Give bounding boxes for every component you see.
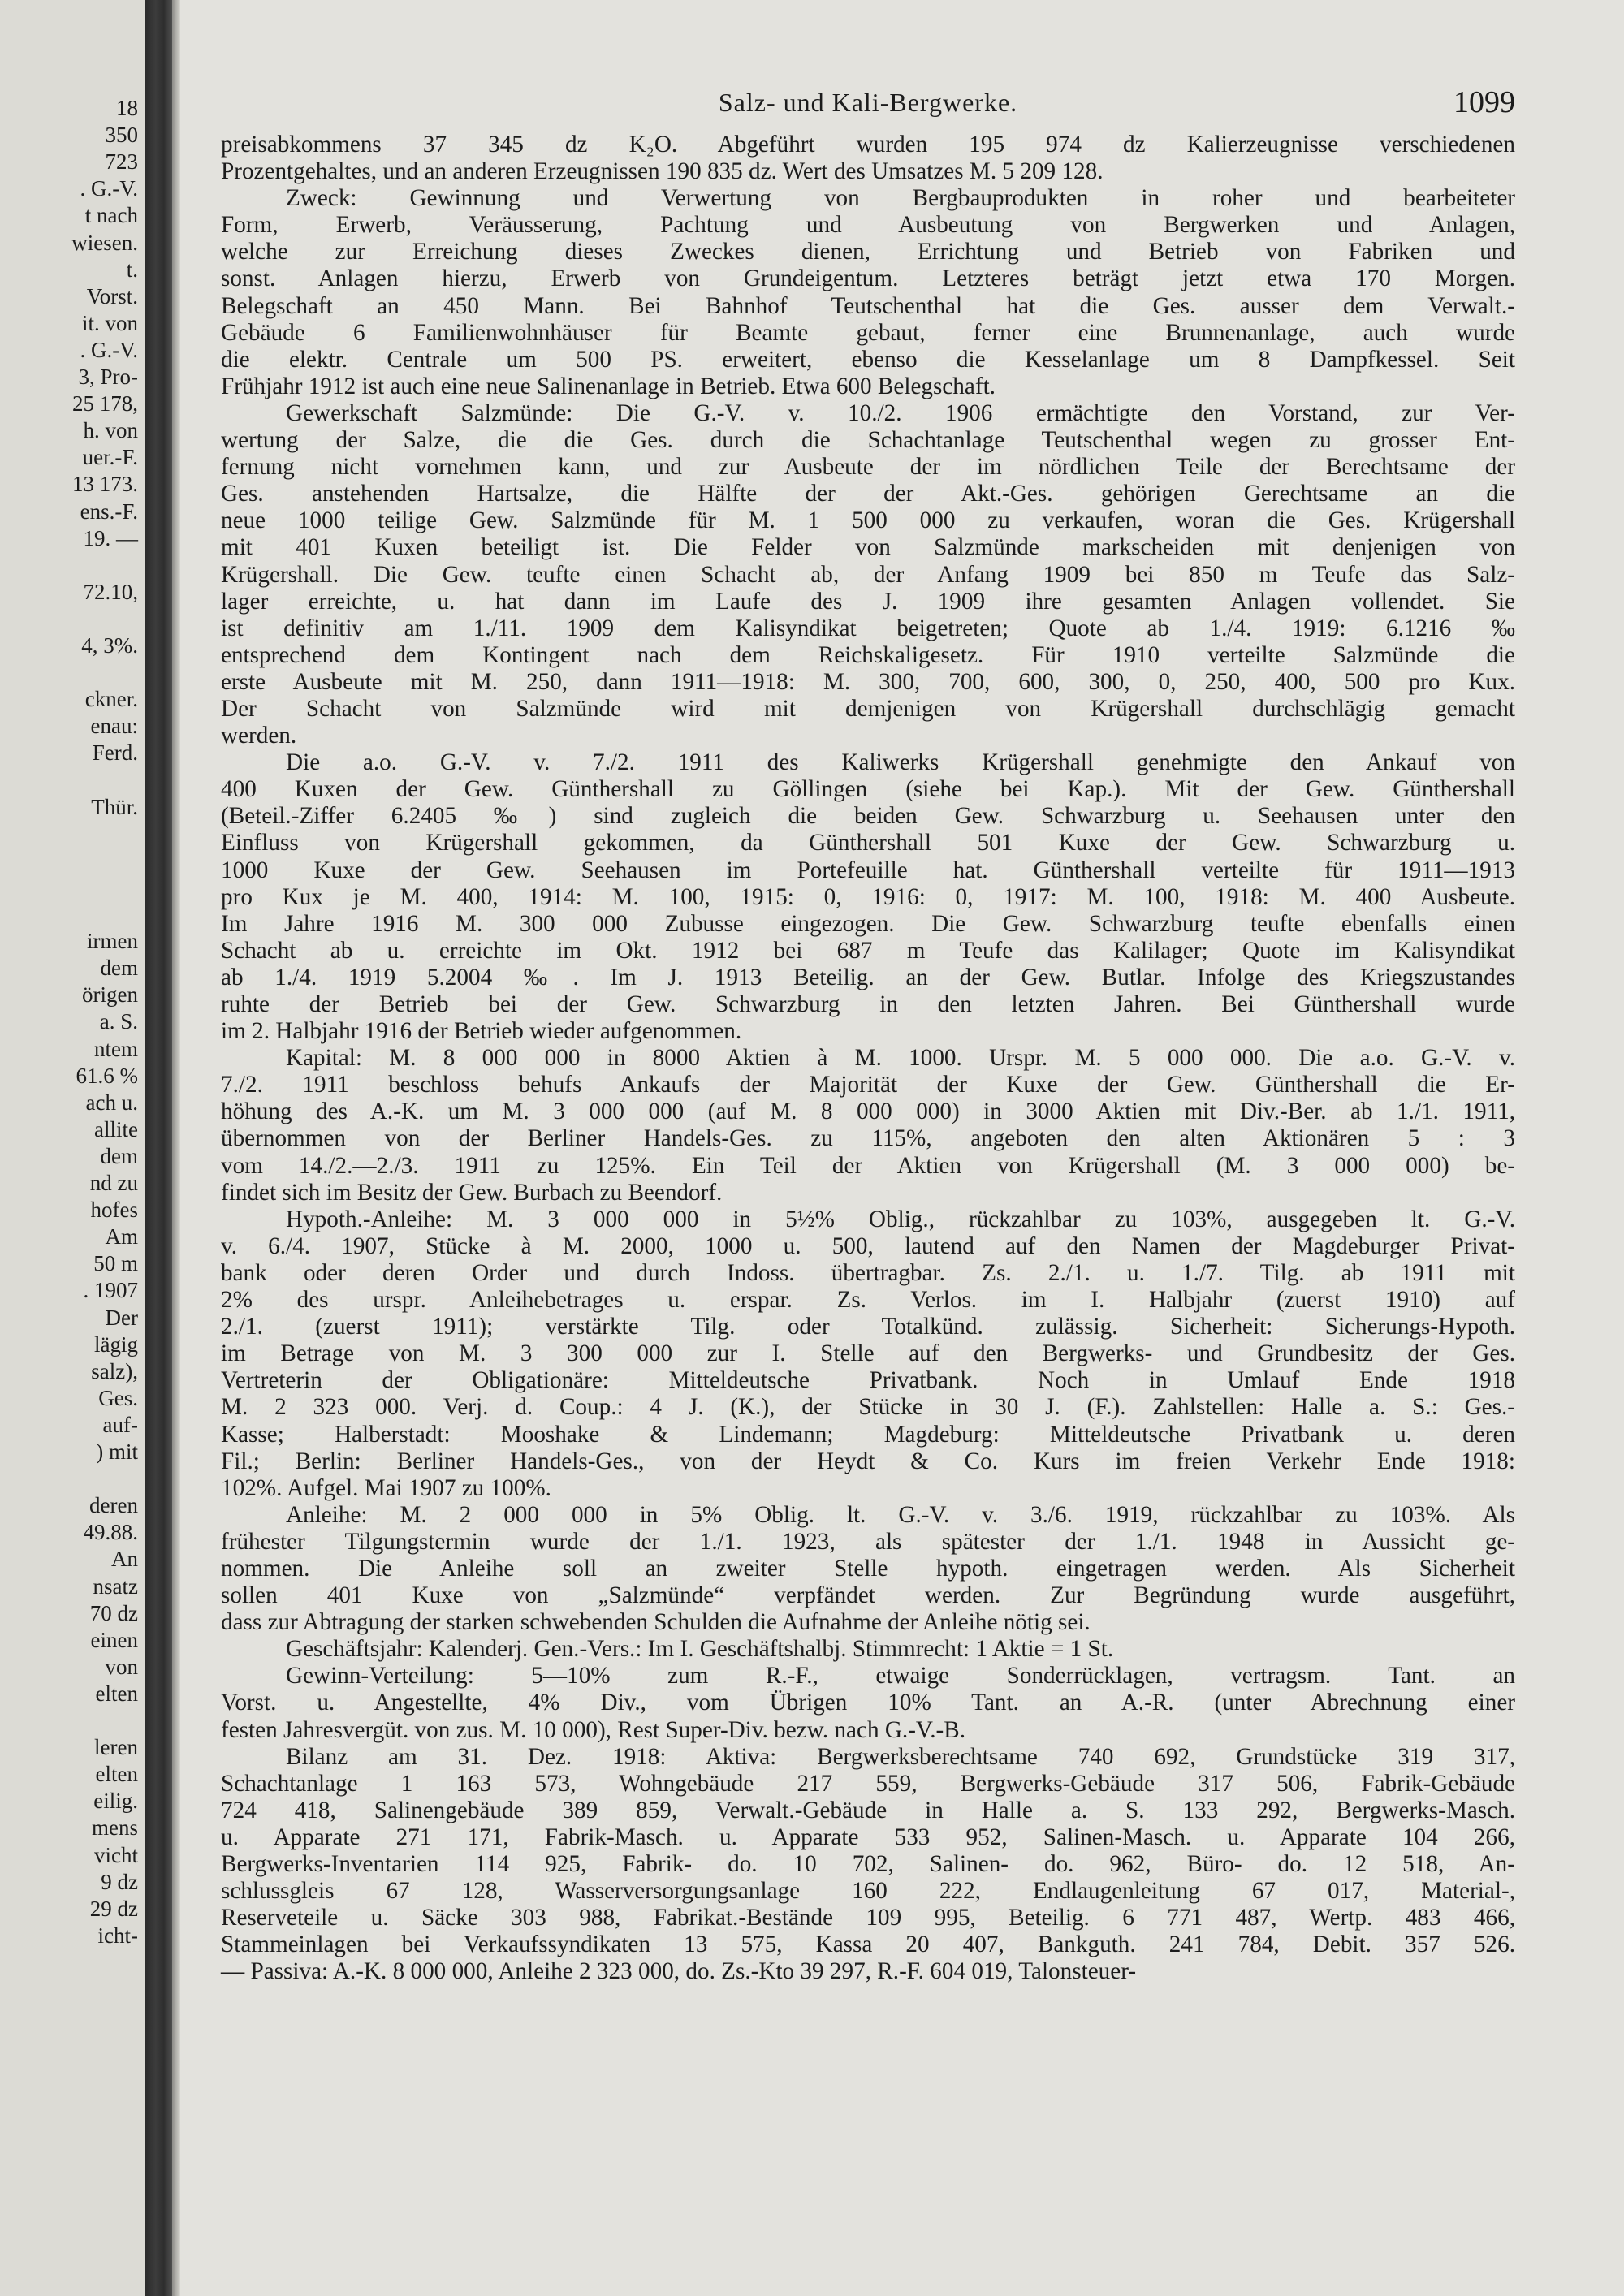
text-line: 400 Kuxen der Gew. Günthershall zu Göllingen (siehe bei Kap.). Mit der Gew. Günthershall	[221, 776, 1515, 803]
text-line: Fil.; Berlin: Berliner Handels-Ges., von der Heydt & Co. Kurs im freien Verkehr Ende 1918:	[221, 1448, 1515, 1474]
text-line: wertung der Salze, die die Ges. durch die Schachtanlage Teutschenthal wegen zu grosser Ent-	[221, 427, 1515, 454]
text-line: u. Apparate 271 171, Fabrik-Masch. u. Apparate 533 952, Salinen-Masch. u. Apparate 104 266,	[221, 1823, 1515, 1850]
text-line: Die a.o. G.-V. v. 7./2. 1911 des Kaliwerks Krügershall genehmigte den Ankauf von	[286, 749, 1515, 776]
margin-fragment: 49.88.	[83, 1520, 138, 1545]
text-line: (Beteil.-Ziffer 6.2405 ‰) sind zugleich die beiden Gew. Schwarzburg u. Seehausen unter den	[221, 803, 1515, 830]
running-title: Salz- und Kali-Bergwerke.	[718, 88, 1018, 117]
margin-fragment: 723	[105, 149, 138, 175]
margin-fragment: irmen	[87, 929, 138, 954]
margin-fragment: 350	[105, 123, 138, 148]
text-line: im Betrage von M. 3 300 000 zur I. Stelle auf den Bergwerks- und Grundbesitz der Ges.	[221, 1340, 1515, 1367]
margin-fragment: 61.6 %	[76, 1063, 138, 1088]
margin-fragment: dem	[100, 1143, 138, 1168]
page-header	[221, 81, 1515, 132]
margin-fragment: t nach	[84, 203, 138, 228]
text-line: Kasse; Halberstadt: Mooshake & Lindemann; Magdeburg: Mitteldeutsche Privatbank u. deren	[221, 1421, 1515, 1448]
margin-fragment: t.	[126, 257, 138, 282]
paragraph	[221, 1206, 1515, 1502]
text-line: frühester Tilgungstermin wurde der 1./1. 1923, als spätester der 1./1. 1948 in Aussicht ge-	[221, 1528, 1515, 1555]
paragraph	[221, 132, 1515, 185]
text-line: die elektr. Centrale um 500 PS. erweitert, ebenso die Kesselanlage um 8 Dampfkessel. Seit	[221, 346, 1515, 373]
text-line: Einfluss von Krügershall gekommen, da Günthershall 501 Kuxe der Gew. Schwarzburg u.	[221, 830, 1515, 857]
margin-fragment: ckner.	[84, 687, 138, 712]
margin-fragment: 18	[116, 96, 138, 120]
paragraph	[221, 185, 1515, 400]
text-line: dass zur Abtragung der starken schwebenden Schulden die Aufnahme der Anleihe nötig sei.	[221, 1609, 1091, 1636]
margin-fragment: wiesen.	[71, 230, 138, 255]
margin-fragment: Der	[105, 1305, 138, 1330]
margin-fragment: auf-	[102, 1412, 138, 1437]
margin-fragment: eilig.	[93, 1789, 138, 1814]
text-line: Schacht ab u. erreichte im Okt. 1912 bei 687 m Teufe das Kalilager; Quote im Kalisyndikat	[221, 937, 1515, 964]
margin-fragment: salz),	[91, 1358, 138, 1383]
text-line: welche zur Erreichung dieses Zweckes dienen, Errichtung und Betrieb von Fabriken und	[221, 239, 1515, 265]
text-line: Stammeinlagen bei Verkaufssyndikaten 13 575, Kassa 20 407, Bankguth. 241 784, Debit. 357 526.	[221, 1931, 1515, 1958]
margin-fragment: nd zu	[89, 1171, 138, 1195]
paragraph	[221, 1744, 1515, 1986]
text-line: Vorst. u. Angestellte, 4% Div., vom Übrigen 10% Tant. an A.-R. (unter Abrechnung einer	[221, 1690, 1515, 1716]
margin-fragment: lägig	[94, 1331, 138, 1357]
page-number: 1099	[1453, 85, 1515, 119]
margin-fragment: ) mit	[96, 1439, 138, 1464]
margin-fragment: von	[105, 1654, 138, 1679]
text-line: v. 6./4. 1907, Stücke à M. 2000, 1000 u. 500, lautend auf den Namen der Magdeburger Privat-	[221, 1232, 1515, 1259]
text-line: neue 1000 teilige Gew. Salzmünde für M. 1 500 000 zu verkaufen, woran die Ges. Krügershall	[221, 507, 1515, 534]
margin-fragment: 13 173.	[72, 472, 138, 497]
text-line: Schachtanlage 1 163 573, Wohngebäude 217 559, Bergwerks-Gebäude 317 506, Fabrik-Gebäude	[221, 1770, 1515, 1797]
text-line: Hypoth.-Anleihe: M. 3 000 000 in 5½% Oblig., rückzahlbar zu 103%, ausgegeben lt. G.-V.	[286, 1206, 1515, 1232]
margin-fragment: Ges.	[98, 1385, 138, 1410]
paragraph	[221, 1663, 1515, 1743]
margin-fragment: it. von	[81, 310, 138, 335]
text-line: Anleihe: M. 2 000 000 in 5% Oblig. lt. G.-V. v. 3./6. 1919, rückzahlbar zu 103%. Als	[286, 1501, 1515, 1528]
text-line: lager erreichte, u. hat dann im Laufe des J. 1909 ihre gesamten Anlagen vollendet. Sie	[221, 588, 1515, 615]
margin-fragment: dem	[100, 956, 138, 981]
text-line: nommen. Die Anleihe soll an zweiter Stelle hypoth. eingetragen werden. Als Sicherheit	[221, 1555, 1515, 1582]
margin-fragment: h. von	[83, 418, 138, 443]
margin-fragment: . G.-V.	[80, 176, 138, 201]
margin-fragment: allite	[94, 1116, 138, 1142]
text-line: im 2. Halbjahr 1916 der Betrieb wieder aufgenommen.	[221, 1018, 742, 1045]
margin-fragment: ens.-F.	[80, 498, 138, 524]
text-line: 724 418, Salinengebäude 389 859, Verwalt.-Gebäude in Halle a. S. 133 292, Bergwerks-Masch.	[221, 1797, 1515, 1823]
margin-fragment: Ferd.	[92, 740, 138, 766]
text-line: schlussgleis 67 128, Wasserversorgungsanlage 160 222, Endlaugenleitung 67 017, Material-,	[221, 1878, 1515, 1905]
margin-fragment: Am	[105, 1224, 138, 1249]
text-line: ist definitiv am 1./11. 1909 dem Kalisyndikat beigetreten; Quote ab 1./4. 1919: 6.1216 ‰	[221, 615, 1515, 641]
margin-fragment: 9 dz	[101, 1869, 138, 1894]
text-line: preisabkommens 37 345 dz K₂O. Abgeführt wurden 195 974 dz Kalierzeugnisse verschiedenen	[221, 132, 1515, 158]
margin-fragment: An	[111, 1547, 138, 1572]
text-line: ruhte der Betrieb bei der Gew. Schwarzburg in den letzten Jahren. Bei Günthershall wurde	[221, 991, 1515, 1017]
margin-fragment: elten	[95, 1762, 138, 1787]
margin-fragment: a. S.	[99, 1009, 138, 1034]
margin-fragment: ntem	[94, 1036, 138, 1061]
text-line: Gebäude 6 Familienwohnhäuser für Beamte gebaut, ferner eine Brunnenanlage, auch wurde	[221, 319, 1515, 346]
margin-fragment: 25 178,	[72, 391, 138, 416]
margin-fragment: ach u.	[85, 1090, 138, 1115]
page-gutter	[145, 0, 172, 2296]
margin-fragment: örigen	[82, 982, 138, 1008]
text-line: M. 2 323 000. Verj. d. Coup.: 4 J. (K.), der Stücke in 30 J. (F.). Zahlstellen: Halle a. S.: Ges.-	[221, 1394, 1515, 1421]
text-line: pro Kux je M. 400, 1914: M. 100, 1915: 0, 1916: 0, 1917: M. 100, 1918: M. 400 Ausbeute.	[221, 883, 1515, 910]
text-line: Kapital: M. 8 000 000 in 8000 Aktien à M. 1000. Urspr. M. 5 000 000. Die a.o. G.-V. v.	[286, 1045, 1515, 1072]
margin-fragment: 70 dz	[89, 1600, 138, 1625]
margin-fragment: 29 dz	[89, 1896, 138, 1921]
margin-fragment: 19. —	[83, 525, 138, 550]
text-line: fernung nicht vornehmen kann, und zur Ausbeute der im nördlichen Teile der Berechtsame der	[221, 454, 1515, 481]
text-line: Prozentgehaltes, und an anderen Erzeugnissen 190 835 dz. Wert des Umsatzes M. 5 209 128.	[221, 158, 1104, 185]
text-line: sonst. Anlagen hierzu, Erwerb von Grundeigentum. Letzteres beträgt jetzt etwa 170 Morgen.	[221, 265, 1515, 292]
text-line: 2% des urspr. Anleihebetrages u. erspar. Zs. Verlos. im I. Halbjahr (zuerst 1910) auf	[221, 1287, 1515, 1314]
text-line: Vertreterin der Obligationäre: Mitteldeutsche Privatbank. Noch in Umlauf Ende 1918	[221, 1367, 1515, 1394]
text-line: Krügershall. Die Gew. teufte einen Schacht ab, der Anfang 1909 bei 850 m Teufe das Salz-	[221, 561, 1515, 588]
adjacent-page-fragment	[0, 0, 145, 2296]
text-line: Gewinn-Verteilung: 5—10% zum R.-F., etwaige Sonderrücklagen, vertragsm. Tant. an	[286, 1663, 1515, 1690]
text-line: 1000 Kuxe der Gew. Seehausen im Portefeuille hat. Günthershall verteilte für 1911—1913	[221, 857, 1515, 883]
text-line: Reserveteile u. Säcke 303 988, Fabrikat.-Bestände 109 995, Beteilig. 6 771 487, Wertp. 483 466,	[221, 1905, 1515, 1931]
text-line: Zweck: Gewinnung und Verwertung von Bergbauprodukten in roher und bearbeiteter	[286, 185, 1515, 212]
text-line: sollen 401 Kuxe von „Salzmünde“ verpfändet werden. Zur Begründung wurde ausgeführt,	[221, 1582, 1515, 1609]
text-line: Form, Erwerb, Veräusserung, Pachtung und Ausbeutung von Bergwerken und Anlagen,	[221, 212, 1515, 239]
text-line: — Passiva: A.-K. 8 000 000, Anleihe 2 323 000, do. Zs.-Kto 39 297, R.-F. 604 019, Talonsteuer-	[221, 1958, 1137, 1985]
text-line: vom 14./2.—2./3. 1911 zu 125%. Ein Teil der Aktien von Krügershall (M. 3 000 000) be-	[221, 1152, 1515, 1179]
paragraph	[221, 1636, 1515, 1663]
margin-fragment: uer.-F.	[82, 445, 138, 470]
margin-fragment: Vorst.	[86, 283, 138, 309]
margin-fragment: hofes	[90, 1198, 138, 1223]
margin-fragment: . G.-V.	[80, 337, 138, 362]
margin-fragment: einen	[90, 1627, 138, 1652]
margin-fragment: mens	[92, 1815, 138, 1841]
text-line: erste Ausbeute mit M. 250, dann 1911—1918: M. 300, 700, 600, 300, 0, 250, 400, 500 pro Kux.	[221, 668, 1515, 695]
text-line: entsprechend dem Kontingent nach dem Reichskaligesetz. Für 1910 verteilte Salzmünde die	[221, 641, 1515, 668]
margin-fragment: deren	[89, 1493, 138, 1518]
text-line: höhung des A.-K. um M. 3 000 000 (auf M. 8 000 000) in 3000 Aktien mit Div.-Ber. ab 1./1. 1911,	[221, 1098, 1515, 1125]
text-line: Bilanz am 31. Dez. 1918: Aktiva: Bergwerksberechtsame 740 692, Grundstücke 319 317,	[286, 1743, 1515, 1770]
page	[221, 81, 1515, 2273]
margin-fragment: leren	[94, 1735, 138, 1760]
text-line: Im Jahre 1916 M. 300 000 Zubusse eingezogen. Die Gew. Schwarzburg teufte ebenfalls einen	[221, 910, 1515, 937]
margin-fragment: vicht	[94, 1842, 138, 1867]
margin-fragment: 72.10,	[83, 579, 138, 604]
text-line: festen Jahresvergüt. von zus. M. 10 000), Rest Super-Div. bezw. nach G.-V.-B.	[221, 1716, 966, 1743]
text-line: Geschäftsjahr: Kalenderj. Gen.-Vers.: Im I. Geschäftshalbj. Stimmrecht: 1 Aktie = 1 St.	[286, 1636, 1114, 1663]
text-line: Der Schacht von Salzmünde wird mit demjenigen von Krügershall durchschlägig gemacht	[221, 695, 1515, 722]
margin-fragment: 3, Pro-	[78, 365, 138, 389]
margin-fragment: Thür.	[91, 794, 138, 819]
margin-fragment: enau:	[90, 714, 138, 739]
margin-fragment: elten	[95, 1681, 138, 1706]
paragraph	[221, 1045, 1515, 1206]
text-line: 2./1. (zuerst 1911); verstärkte Tilg. oder Totalkünd. zulässig. Sicherheit: Sicherungs-Hypoth.	[221, 1314, 1515, 1340]
paragraph	[221, 1502, 1515, 1636]
margin-fragment: nsatz	[93, 1573, 138, 1599]
margin-fragment: . 1907	[83, 1278, 138, 1303]
text-line: 102%. Aufgel. Mai 1907 zu 100%.	[221, 1474, 551, 1501]
text-line: mit 401 Kuxen beteiligt ist. Die Felder von Salzmünde markscheiden mit denjenigen von	[221, 534, 1515, 561]
margin-fragment: 50 m	[93, 1251, 138, 1276]
text-line: Bergwerks-Inventarien 114 925, Fabrik- do. 10 702, Salinen- do. 962, Büro- do. 12 518, An-	[221, 1851, 1515, 1877]
text-line: bank oder deren Order und durch Indoss. übertragbar. Zs. 2./1. u. 1./7. Tilg. ab 1911 mit	[221, 1259, 1515, 1286]
text-line: Frühjahr 1912 ist auch eine neue Salinenanlage in Betrieb. Etwa 600 Belegschaft.	[221, 373, 996, 399]
text-line: findet sich im Besitz der Gew. Burbach zu Beendorf.	[221, 1179, 723, 1206]
page-body	[221, 132, 1515, 1985]
margin-fragment: icht-	[97, 1923, 138, 1948]
paragraph	[221, 400, 1515, 749]
text-line: übernommen von der Berliner Handels-Ges. zu 115%, angeboten den alten Aktionären 5 : 3	[221, 1125, 1515, 1152]
margin-fragment: 4, 3%.	[81, 633, 138, 658]
text-line: Belegschaft an 450 Mann. Bei Bahnhof Teutschenthal hat die Ges. ausser dem Verwalt.-	[221, 292, 1515, 319]
text-line: ab 1./4. 1919 5.2004 ‰. Im J. 1913 Beteilig. an der Gew. Butlar. Infolge des Kriegszustandes	[221, 964, 1515, 990]
text-line: 7./2. 1911 beschloss behufs Ankaufs der Majorität der Kuxe der Gew. Günthershall die Er-	[221, 1072, 1515, 1098]
paragraph	[221, 749, 1515, 1045]
text-line: Gewerkschaft Salzmünde: Die G.-V. v. 10./2. 1906 ermächtigte den Vorstand, zur Ver-	[286, 399, 1515, 426]
page-gutter-shadow	[172, 0, 180, 2296]
text-line: werden.	[221, 723, 297, 749]
text-line: Ges. anstehenden Hartsalze, die Hälfte der der Akt.-Ges. gehörigen Gerechtsame an die	[221, 481, 1515, 507]
